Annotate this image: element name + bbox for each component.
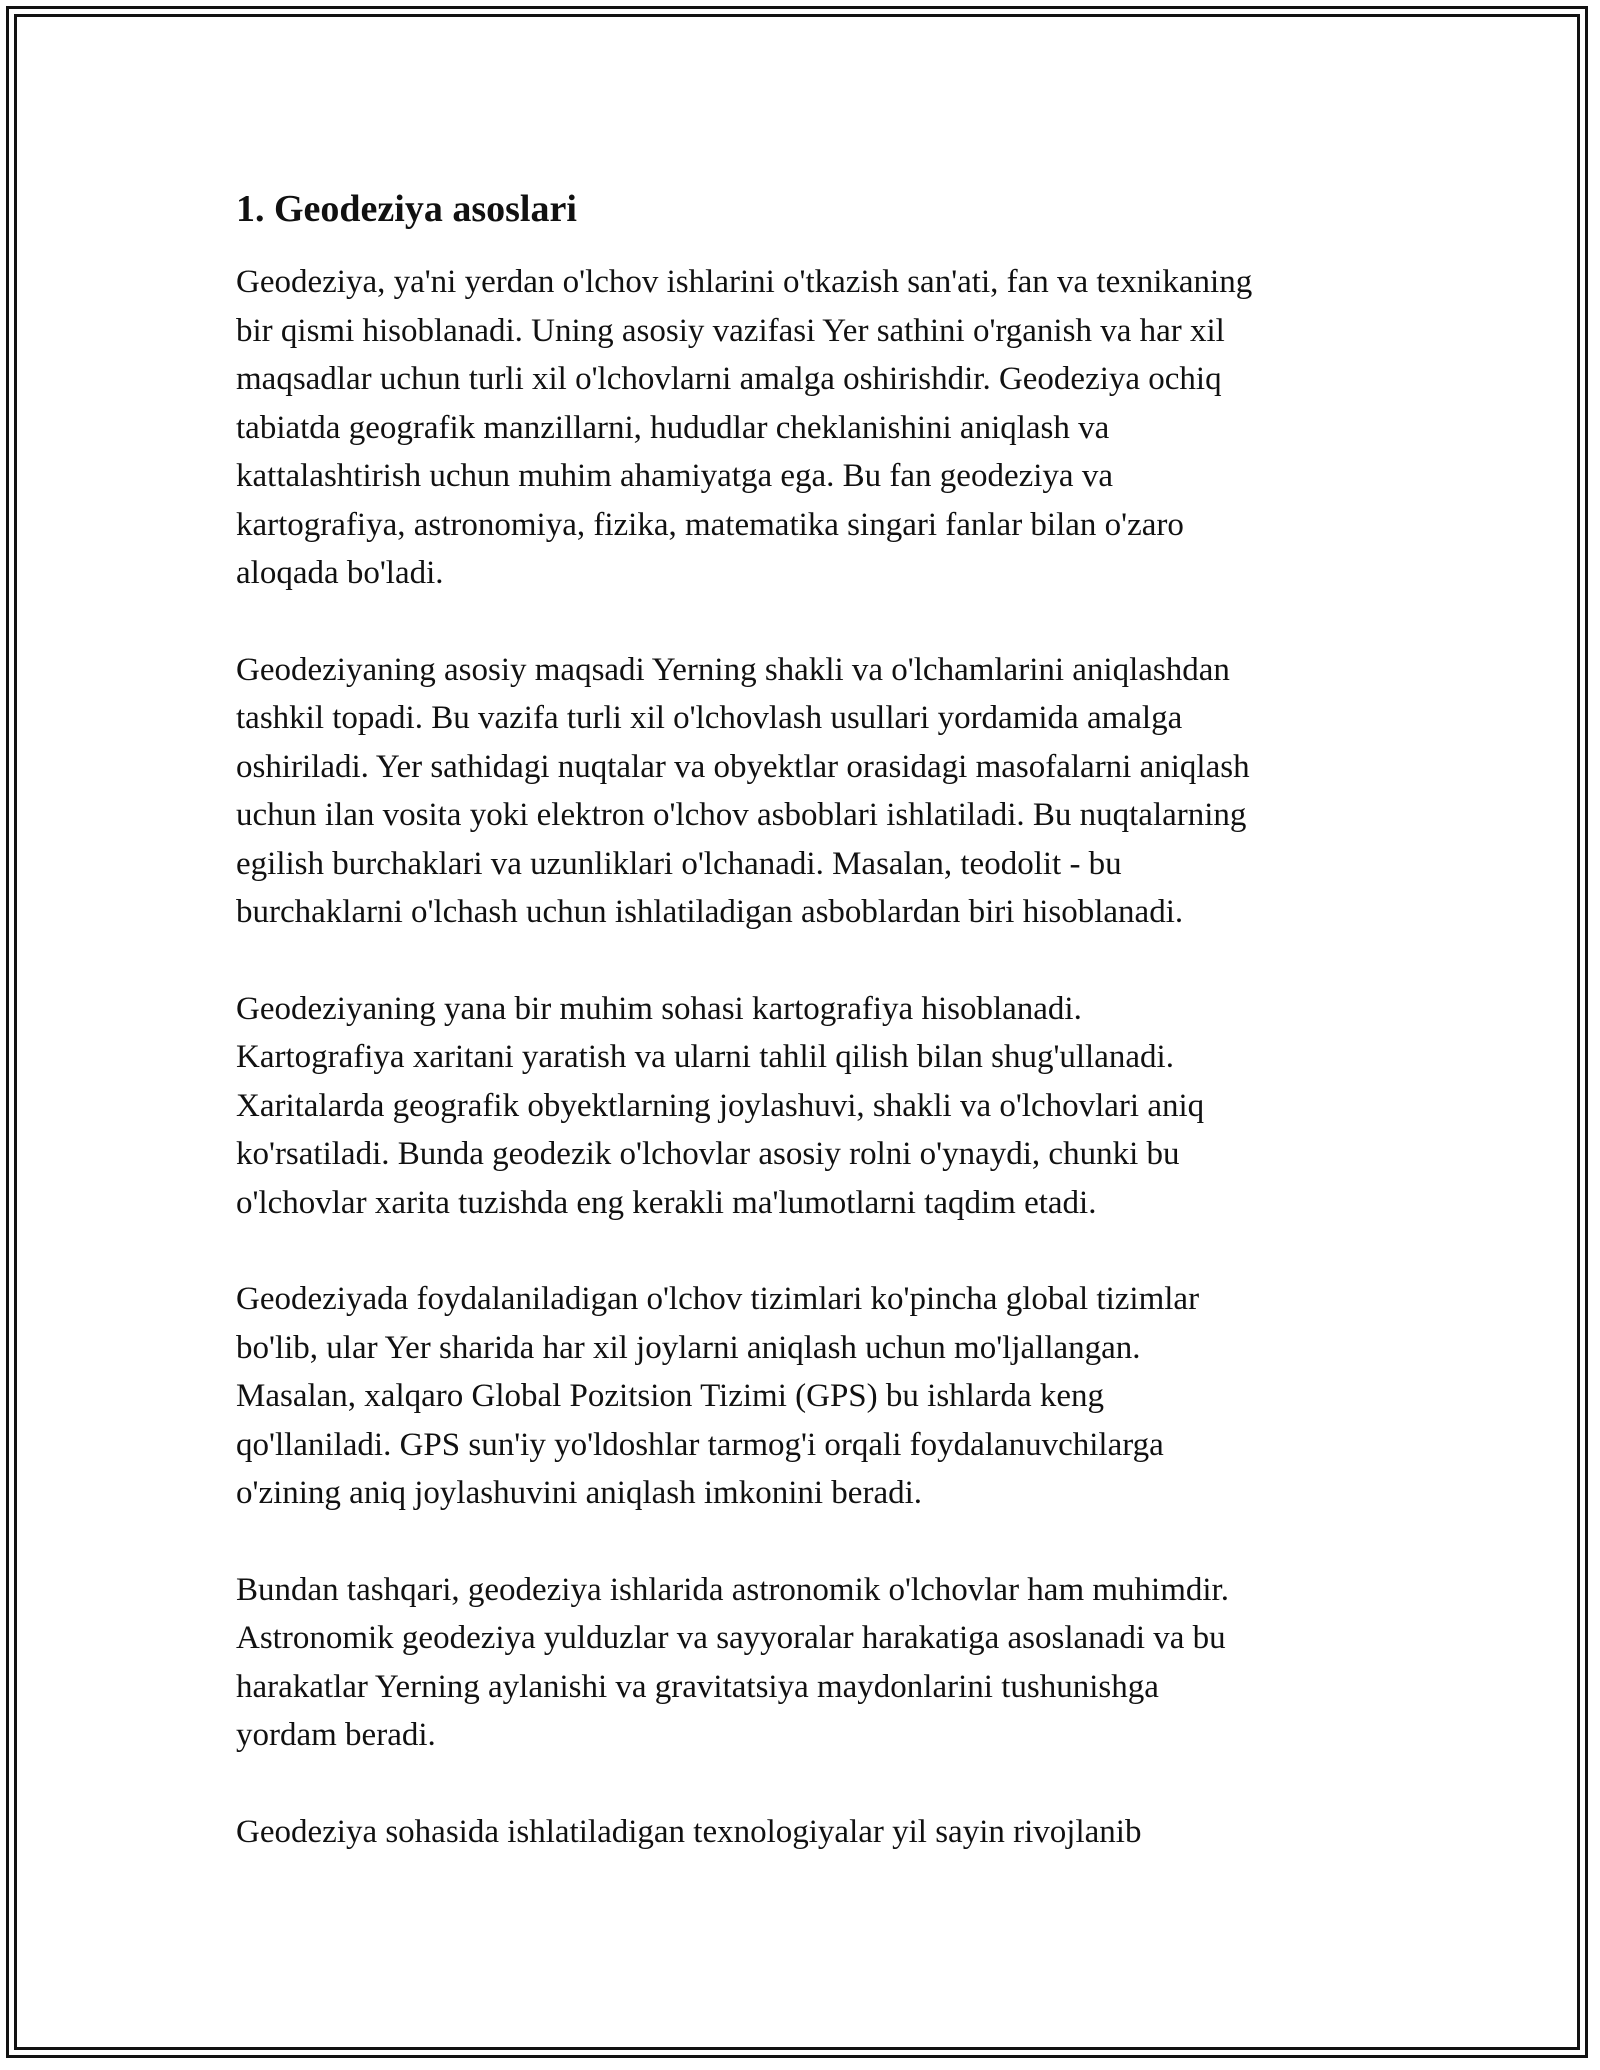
paragraph-4: Geodeziyada foydalaniladigan o'lchov tizimlari ko'pincha global tizimlar bo'lib, ular Yer sharida har xil joylarni aniqlash uchun mo'ljallangan. Masalan, xalqaro Global Pozitsion Tizimi (GPS) bu ishlarda keng qo'llaniladi. GPS sun'iy yo'ldoshlar tarmog'i orqali foydalanuvchilarga o'zining aniq joylashuvini aniqlash imkonini beradi. [236,1281,1200,1511]
paragraph-6: Geodeziya sohasida ishlatiladigan texnologiyalar yil sayin rivojlanib [236,1813,1142,1850]
paragraph-2: Geodeziyaning asosiy maqsadi Yerning shakli va o'lchamlarini aniqlashdan tashkil topadi. Bu vazifa turli xil o'lchovlash usullari yordamida amalga oshiriladi. Yer sathidagi nuqtalar va obyektlar orasidagi masofalarni aniqlash uchun ilan vosita yoki elektron o'lchov asboblari ishlatiladi. Bu nuqtalarning egilish burchaklari va uzunliklari o'lchanadi. Masalan, teodolit - bu burchaklarni o'lchash uchun ishlatiladigan asboblardan biri hisoblanadi. [236,651,1250,930]
document-body [236,186,1386,1904]
section-heading: 1. Geodeziya asoslari [236,188,577,230]
paragraph-5: Bundan tashqari, geodeziya ishlarida astronomik o'lchovlar ham muhimdir. Astronomik geodeziya yulduzlar va sayyoralar harakatiga asoslanadi va bu harakatlar Yerning aylanishi va gravitatsiya maydonlarini tushunishga yordam beradi. [236,1571,1229,1753]
paragraph-1: Geodeziya, ya'ni yerdan o'lchov ishlarini o'tkazish san'ati, fan va texnikaning bir qismi hisoblanadi. Uning asosiy vazifasi Yer sathini o'rganish va har xil maqsadlar uchun turli xil o'lchovlarni amalga oshirishdir. Geodeziya ochiq tabiatda geografik manzillarni, hududlar cheklanishini aniqlash va kattalashtirish uchun muhim ahamiyatga ega. Bu fan geodeziya va kartografiya, astronomiya, fizika, matematika singari fanlar bilan o'zaro aloqada bo'ladi. [236,264,1253,591]
paragraph-3: Geodeziyaning yana bir muhim sohasi kartografiya hisoblanadi. Kartografiya xaritani yaratish va ularni tahlil qilish bilan shug'ullanadi. Xaritalarda geografik obyektlarning joylashuvi, shakli va o'lchovlari aniq ko'rsatiladi. Bunda geodezik o'lchovlar asosiy rolni o'ynaydi, chunki bu o'lchovlar xarita tuzishda eng kerakli ma'lumotlarni taqdim etadi. [236,990,1205,1221]
